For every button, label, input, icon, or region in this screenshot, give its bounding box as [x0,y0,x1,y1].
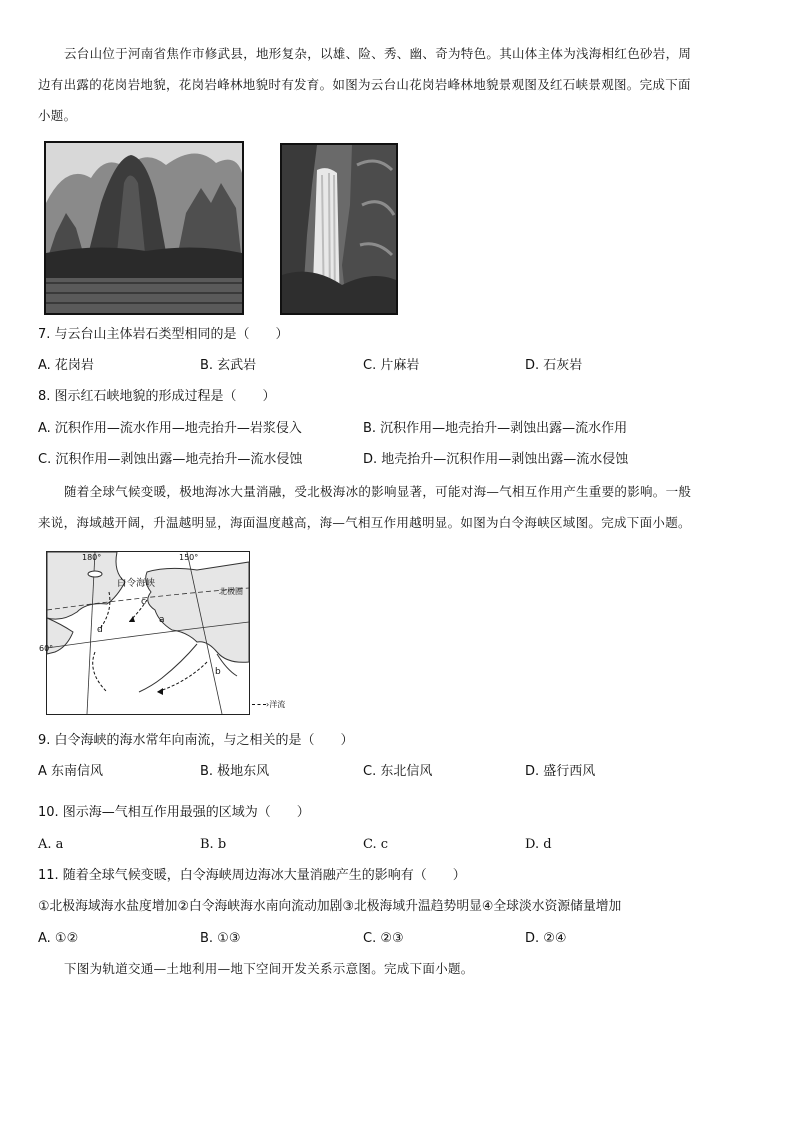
q8-option-d[interactable]: D. 地壳抬升—沉积作用—剥蚀出露—流水侵蚀 [363,452,629,467]
q9-option-a[interactable]: A 东南信风 [38,764,104,779]
alaska-land [146,562,249,662]
lon-180-label: 180° [82,553,102,562]
chukotka-land [47,552,125,619]
q9-option-b[interactable]: B. 极地东风 [200,764,270,779]
waterfall-illustration [282,145,396,313]
bering-strait-label: 白令海峡 [117,578,156,589]
q10-option-c[interactable]: C. c [363,837,389,852]
q8-option-b[interactable]: B. 沉积作用—地壳抬升—剥蚀出露—流水作用 [363,421,628,436]
question-11-items: ①北极海域海水盐度增加②白令海峡海水南向流动加剧③北极海域升温趋势明显④全球淡水资源储量增加 [38,899,622,914]
wrangel-island [88,571,102,577]
arctic-circle-label: 北极圈 [219,587,243,596]
intro-paragraph-yuntaishan [38,38,758,131]
intro3-line1: 下图为轨道交通—土地利用—地下空间开发关系示意图。完成下面小题。 [64,961,474,976]
current-path-alaska [157,662,207,692]
question-8-stem: 8. 图示红石峡地貌的形成过程是（ ） [38,389,276,404]
map-point-c: c [141,597,146,607]
intro1-line3: 小题。 [38,108,77,123]
question-10-stem: 10. 图示海—气相互作用最强的区域为（ ） [38,805,310,820]
q7-option-d[interactable]: D. 石灰岩 [525,358,583,373]
question-7-stem: 7. 与云台山主体岩石类型相同的是（ ） [38,327,289,342]
q9-option-d[interactable]: D. 盛行西风 [525,764,596,779]
map-point-b: b [215,667,221,677]
q7-option-c[interactable]: C. 片麻岩 [363,358,420,373]
map-svg [39,552,249,714]
legend-arrow-icon: › [266,700,270,709]
q11-option-d[interactable]: D. ②④ [525,931,567,946]
question-11-stem: 11. 随着全球气候变暖，白令海峡周边海冰大量消融产生的影响有（ ） [38,868,466,883]
granite-peak-photo [44,141,244,315]
q11-option-a[interactable]: A. ①② [38,931,79,946]
map-point-a: a [159,615,165,625]
bering-strait-map [39,551,250,715]
intro2-line2: 来说，海域越开阔，升温越明显，海面温度越高，海—气相互作用越明显。如图为白令海峡区域图。完成下面小题。 [38,515,691,530]
q9-option-c[interactable]: C. 东北信风 [363,764,433,779]
current-path-kamchatka [93,652,107,692]
q11-option-b[interactable]: B. ①③ [200,931,241,946]
intro2-line1: 随着全球气候变暖，极地海冰大量消融，受北极海冰的影响显著，可能对海—气相互作用产生重要的影响。一般 [64,484,692,499]
q8-option-a[interactable]: A. 沉积作用—流水作用—地壳抬升—岩浆侵入 [38,421,302,436]
q11-option-c[interactable]: C. ②③ [363,931,404,946]
intro1-line1: 云台山位于河南省焦作市修武县，地形复杂，以雄、险、秀、幽、奇为特色。其山体主体为浅海相红色砂岩，周 [64,46,692,61]
granite-peak-illustration [46,143,242,313]
legend-dash-line [252,704,266,705]
map-legend [252,700,285,710]
q10-option-a[interactable]: A. a [38,837,64,852]
q8-option-c[interactable]: C. 沉积作用—剥蚀出露—地壳抬升—流水侵蚀 [38,452,303,467]
q7-option-a[interactable]: A. 花岗岩 [38,358,94,373]
legend-label-current: 洋流 [269,700,286,709]
lat-60-label: 60° [39,644,54,653]
current-arrowhead [157,688,163,695]
intro-paragraph-rail-transit [38,953,758,984]
q10-option-b[interactable]: B. b [200,837,227,852]
q7-option-b[interactable]: B. 玄武岩 [200,358,257,373]
map-point-d: d [97,625,103,635]
question-9-stem: 9. 白令海峡的海水常年向南流，与之相关的是（ ） [38,733,354,748]
lon-150-label: 150° [179,553,199,562]
hongshixia-gorge-photo [280,143,398,315]
q10-option-d[interactable]: D. d [525,837,552,852]
intro-paragraph-bering [38,476,758,538]
aleutian-chain [139,644,197,692]
intro1-line2: 边有出露的花岗岩地貌，花岗岩峰林地貌时有发育。如图为云台山花岗岩峰林地貌景观图及红石峡景观图。完成下面 [38,77,691,92]
